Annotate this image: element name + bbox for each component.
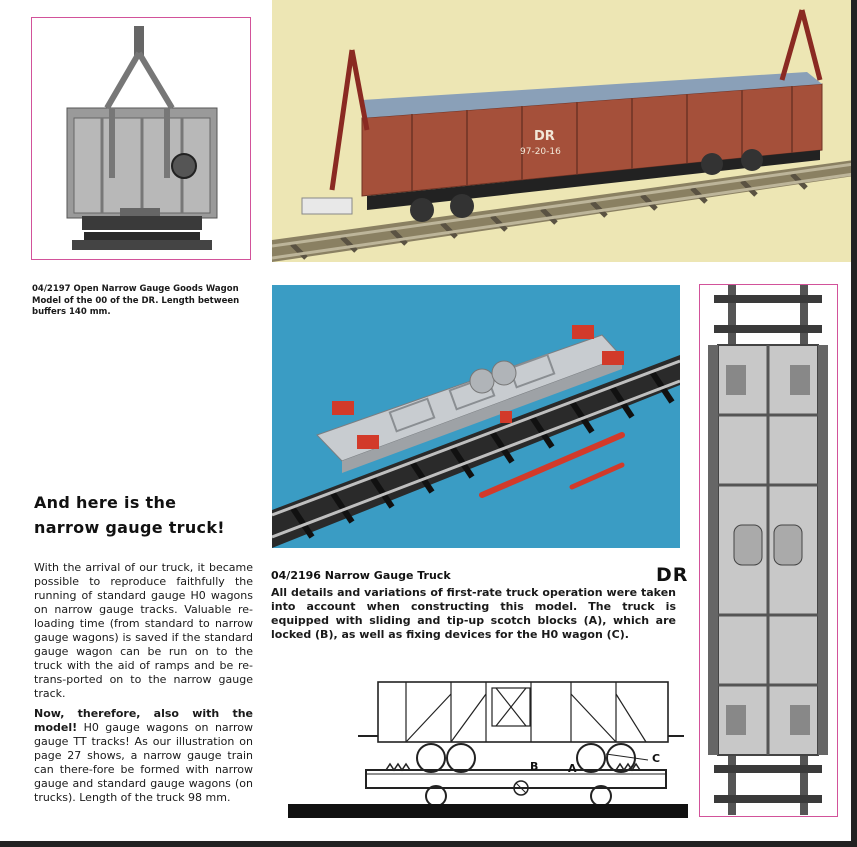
diagram-label-c: C — [652, 752, 661, 765]
truck-top-view-frame — [699, 284, 838, 817]
diagram-label-b: B — [530, 760, 539, 773]
truck-dr-mark: DR — [656, 564, 689, 586]
page-edge-right — [851, 0, 857, 847]
intro-paragraph-2-rest: H0 gauge wagons on narrow gauge TT tracks! As our illustration on page 27 shows, a narrow gauge train can there-fore be formed with narrow gauge and standard gauge wagons (on trucks). Length of the truck 98 mm. — [34, 721, 253, 804]
wagon-operator-mark: DR — [534, 129, 555, 144]
intro-paragraph-2 — [34, 707, 253, 805]
wagon-end-view-photo — [32, 18, 249, 258]
page-edge-bottom — [0, 841, 857, 847]
wagon-side-photo — [272, 0, 854, 262]
headline — [34, 490, 264, 540]
diagram-label-a: A — [568, 762, 577, 775]
truck-top-view-photo — [700, 285, 836, 815]
headline-line-2: narrow gauge truck! — [34, 518, 225, 537]
truck-title: 04/2196 Narrow Gauge Truck — [271, 569, 451, 582]
truck-description: All details and variations of first-rate truck operation were taken into account when constructing this model. The truck is equipped with sliding and tip-up scotch blocks (A), which are locked (B), as well as fixing devices for the H0 wagon (C). — [271, 586, 676, 641]
wagon-end-view-frame — [31, 17, 251, 260]
truck-diagram — [286, 674, 690, 820]
wagon-number-mark: 97-20-16 — [520, 147, 561, 157]
truck-photo — [272, 285, 680, 548]
intro-bold-lead: Now, therefore, also with the model! — [34, 707, 253, 734]
headline-line-1: And here is the — [34, 493, 177, 512]
intro-text-block — [34, 561, 253, 805]
intro-paragraph-1: With the arrival of our truck, it became possible to reproduce faithfully the running of standard gauge H0 wagons on narrow gauge tracks. Valuable re-loading time (from standard to narrow gauge wagons) is saved if the standard gauge wagon can be run on to the truck with the aid of ramps and be re-trans-ported on to the narrow gauge track. — [34, 561, 253, 700]
wagon-caption: 04/2197 Open Narrow Gauge Goods Wagon Model of the 00 of the DR. Length between buffers 140 mm. — [32, 284, 240, 317]
